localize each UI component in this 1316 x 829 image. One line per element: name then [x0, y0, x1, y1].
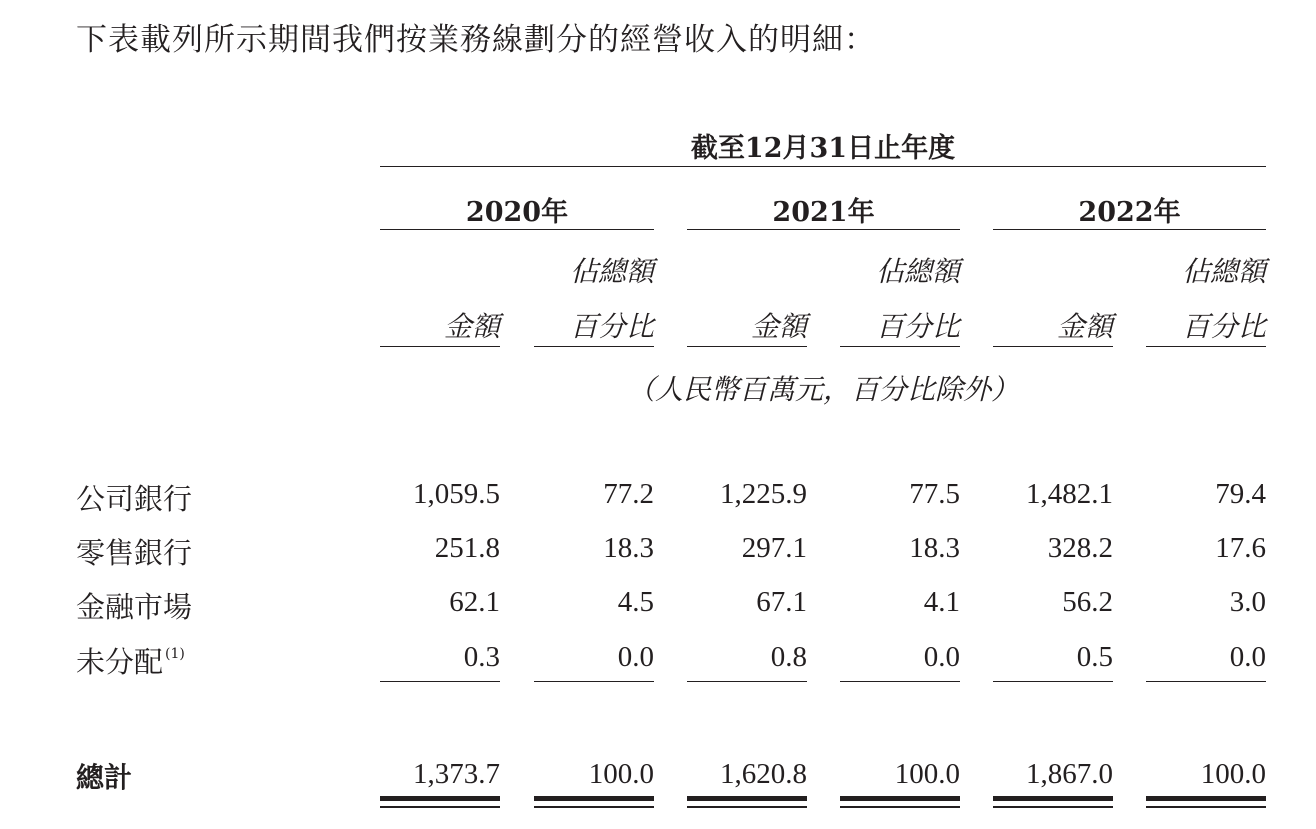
- subtotal-rule: [687, 681, 807, 682]
- total-pct-2022: 100.0: [1200, 758, 1266, 790]
- col-underline: [534, 346, 654, 347]
- cell-pct-2022: 3.0: [1229, 586, 1266, 618]
- total-amount-2020: 1,373.7: [413, 758, 500, 790]
- cell-pct-2020: 18.3: [603, 532, 654, 564]
- cell-pct-2022: 17.6: [1215, 532, 1266, 564]
- year-underline: [993, 229, 1266, 230]
- col-underline: [380, 346, 500, 347]
- cell-amount-2022: 1,482.1: [1026, 478, 1113, 510]
- total-double-rule: [687, 796, 807, 806]
- row-label: 零售銀行: [76, 536, 193, 570]
- row-label-text: 未分配: [76, 645, 164, 679]
- total-double-rule: [380, 806, 500, 808]
- col-pct-line2: 百分比: [875, 310, 960, 343]
- total-double-rule: [840, 806, 960, 808]
- cell-pct-2021: 77.5: [909, 478, 960, 510]
- total-pct-2021: 100.0: [894, 758, 960, 790]
- footnote-marker: (1): [165, 646, 185, 662]
- cell-pct-2022: 0.0: [1229, 641, 1266, 673]
- year-header-2022: 2022年: [1078, 197, 1181, 228]
- subtotal-rule: [534, 681, 654, 682]
- cell-pct-2021: 0.0: [923, 641, 960, 673]
- cell-amount-2020: 62.1: [449, 586, 500, 618]
- cell-amount-2021: 67.1: [756, 586, 807, 618]
- subtotal-rule: [993, 681, 1113, 682]
- cell-amount-2021: 1,225.9: [720, 478, 807, 510]
- total-pct-2020: 100.0: [588, 758, 654, 790]
- cell-pct-2020: 4.5: [617, 586, 654, 618]
- col-pct-line1: 佔總額: [569, 255, 654, 288]
- cell-amount-2021: 297.1: [741, 532, 807, 564]
- total-label: 總計: [76, 761, 133, 794]
- cell-amount-2022: 56.2: [1062, 586, 1113, 618]
- col-amount: 金額: [750, 310, 807, 343]
- col-underline: [1146, 346, 1266, 347]
- total-double-rule: [993, 806, 1113, 808]
- subtotal-rule: [1146, 681, 1266, 682]
- cell-pct-2022: 79.4: [1215, 478, 1266, 510]
- col-underline: [993, 346, 1113, 347]
- subtotal-rule: [380, 681, 500, 682]
- col-pct-line1: 佔總額: [1181, 255, 1266, 288]
- total-amount-2021: 1,620.8: [720, 758, 807, 790]
- intro-text: 下表載列所示期間我們按業務線劃分的經營收入的明細：: [76, 22, 876, 58]
- total-amount-2022: 1,867.0: [1026, 758, 1113, 790]
- year-underline: [687, 229, 960, 230]
- col-amount: 金額: [443, 310, 500, 343]
- row-label: 公司銀行: [76, 482, 193, 516]
- cell-amount-2022: 0.5: [1076, 641, 1113, 673]
- cell-amount-2020: 0.3: [463, 641, 500, 673]
- year-header-2021: 2021年: [772, 197, 875, 228]
- total-double-rule: [380, 796, 500, 806]
- col-amount: 金額: [1056, 310, 1113, 343]
- col-underline: [840, 346, 960, 347]
- period-header: 截至12月31日止年度: [690, 133, 956, 164]
- total-double-rule: [534, 806, 654, 808]
- col-pct-line2: 百分比: [569, 310, 654, 343]
- total-double-rule: [993, 796, 1113, 806]
- unit-note: （人民幣百萬元，百分比除外）: [626, 373, 1019, 406]
- cell-amount-2022: 328.2: [1047, 532, 1113, 564]
- row-label: 金融市場: [76, 590, 193, 624]
- subtotal-rule: [840, 681, 960, 682]
- row-label-unallocated: [76, 640, 185, 681]
- total-double-rule: [840, 796, 960, 806]
- cell-pct-2020: 77.2: [603, 478, 654, 510]
- cell-pct-2021: 18.3: [909, 532, 960, 564]
- cell-amount-2020: 1,059.5: [413, 478, 500, 510]
- year-header-2020: 2020年: [465, 197, 569, 228]
- total-double-rule: [687, 806, 807, 808]
- cell-pct-2020: 0.0: [617, 641, 654, 673]
- period-underline: [380, 166, 1266, 167]
- col-pct-line1: 佔總額: [875, 255, 960, 288]
- total-double-rule: [534, 796, 654, 806]
- cell-pct-2021: 4.1: [923, 586, 960, 618]
- year-underline: [380, 229, 654, 230]
- cell-amount-2021: 0.8: [770, 641, 807, 673]
- total-double-rule: [1146, 806, 1266, 808]
- col-underline: [687, 346, 807, 347]
- total-double-rule: [1146, 796, 1266, 806]
- cell-amount-2020: 251.8: [434, 532, 500, 564]
- col-pct-line2: 百分比: [1181, 310, 1266, 343]
